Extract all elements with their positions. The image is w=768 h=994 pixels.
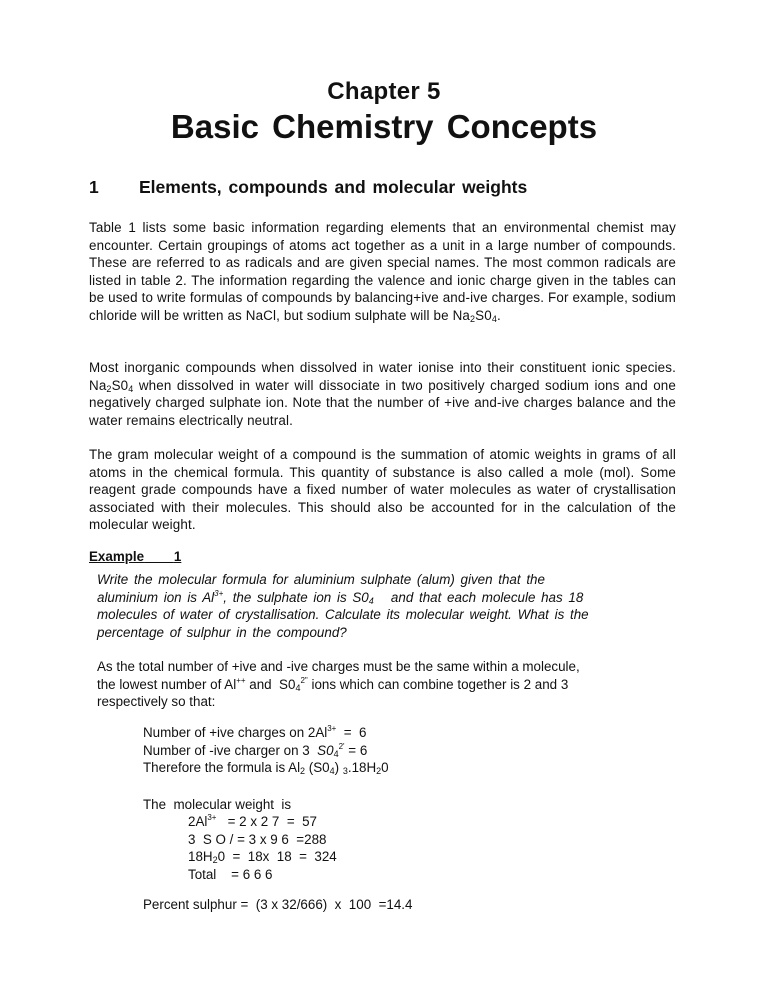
superscript: 2' (338, 741, 345, 751)
subscript: 4 (491, 313, 497, 324)
subscript: 2 (106, 383, 112, 394)
formula-line (143, 759, 389, 777)
percent-sulphur: Percent sulphur = (3 x 32/666) x 100 =14.4 (143, 897, 413, 912)
negative-charges-line (143, 742, 389, 760)
chapter-number: Chapter 5 (327, 78, 441, 105)
superscript: ++ (236, 675, 246, 685)
subscript: 4 (295, 682, 301, 693)
formula-part: Na (452, 307, 470, 323)
subscript: 4 (128, 383, 134, 394)
answer-line: respectively so that: (97, 694, 216, 710)
section-title: Elements, compounds and molecular weights (139, 177, 528, 197)
ion: S0 (317, 742, 334, 758)
subscript: 2 (470, 313, 476, 324)
chapter-title: Basic Chemistry Concepts (170, 108, 598, 145)
molecular-weight-calculation (143, 796, 337, 883)
formula-part: S0 (111, 377, 129, 393)
text: aluminium ion is Al (97, 589, 215, 605)
text: Number of -ive charger on 3 (143, 742, 318, 758)
example-answer (97, 658, 657, 711)
paragraph-text: when dissolved in water will dissociate in two positively charged sodium ions and one negatively charged sulphate ion. Note that the number of +ive and-ive charges balance and the water remains electrically neutral. (89, 377, 676, 428)
text: and S0 (245, 676, 296, 692)
mw-row-total: Total = 6 6 6 (188, 866, 273, 882)
formula-part: S0 (475, 307, 492, 323)
answer-line (97, 676, 657, 694)
text: = 2 x 2 7 = 57 (216, 814, 317, 830)
mw-heading: The molecular weight is (143, 797, 292, 812)
paragraph-text: Table 1 lists some basic information regarding elements that an environmental chemist may encounter. Certain groupings of atoms act together as a unit in a large number of compounds. These are referred to as radicals and are given special names. The most common radicals are listed in table 2. The information regarding the valence and ionic charge given in the tables can be used to write formulas of compounds by balancing+ive and-ive charges. For example, sodium chloride will be written as NaCl, but sodium sulphate will be (89, 220, 676, 323)
text: 2Al (188, 814, 208, 830)
example-label: Example (89, 549, 145, 564)
positive-charges-line (143, 724, 389, 742)
superscript: 2" (300, 675, 308, 685)
subscript: 4 (329, 766, 335, 777)
mw-row-aluminium (143, 813, 337, 830)
section-number: 1 (89, 177, 99, 197)
superscript: 3+ (327, 724, 337, 733)
text: Number of +ive charges on 2Al (143, 725, 328, 740)
subscript: 2 (300, 766, 306, 777)
example-number: 1 (173, 549, 182, 564)
question-line: molecules of water of crystallisation. Calculate its molecular weight. What is the (97, 607, 589, 623)
text: 0 = 18x 18 = 324 (217, 849, 337, 865)
subscript: 3 (342, 766, 348, 777)
question-line: Write the molecular formula for aluminium sulphate (alum) given that the (97, 572, 545, 587)
text: , the sulphate ion is S0 (223, 589, 369, 605)
text: (S0 (305, 760, 330, 776)
text: and that each molecule has 18 (373, 589, 584, 605)
section-heading (89, 177, 527, 198)
text: 0 (381, 760, 389, 776)
paragraph-text: Most inorganic compounds when dissolved in water ionise into their constituent ionic species. (89, 360, 676, 375)
question-line (97, 589, 637, 607)
superscript: 3+ (214, 588, 224, 598)
subscript: 4 (368, 595, 374, 606)
example-question (97, 571, 637, 641)
formula-na2so4 (89, 378, 133, 393)
paragraph-molecular-weight: The gram molecular weight of a compound is the summation of atomic weights in grams of all atoms in the chemical formula. This quantity of substance is also called a mole (mol). Some reagent grade compounds have a fixed number of water molecules as water of crystallisation associated with their molecules. This should also be accounted for in the calculation of the molecular weight. (89, 447, 676, 533)
mw-row-water (143, 848, 337, 865)
value: = 6 (344, 742, 368, 758)
subscript: 4 (333, 748, 339, 759)
formula-na2so4 (453, 308, 501, 323)
text: the lowest number of Al (97, 676, 237, 692)
paragraph-ionisation (89, 359, 676, 429)
value: = 6 (336, 725, 367, 740)
charge-calculation (143, 724, 389, 777)
text: .18H (347, 760, 377, 776)
example-heading (89, 549, 181, 564)
formula-part: Na (89, 377, 107, 393)
subscript: 2 (376, 766, 382, 777)
paragraph-elements (89, 219, 676, 325)
text: ) (334, 760, 343, 776)
text: 18H (188, 849, 213, 865)
subscript: 2 (212, 855, 218, 866)
formula-part: . (497, 307, 501, 323)
answer-line: As the total number of +ive and -ive charges must be the same within a molecule, (97, 659, 580, 674)
mw-row-sulphate: 3 S O / = 3 x 9 6 =288 (188, 831, 327, 847)
text: ions which can combine together is 2 and 3 (307, 676, 569, 692)
question-line: percentage of sulphur in the compound? (97, 624, 347, 640)
superscript: 3+ (207, 813, 217, 823)
text: Therefore the formula is Al (143, 760, 301, 776)
